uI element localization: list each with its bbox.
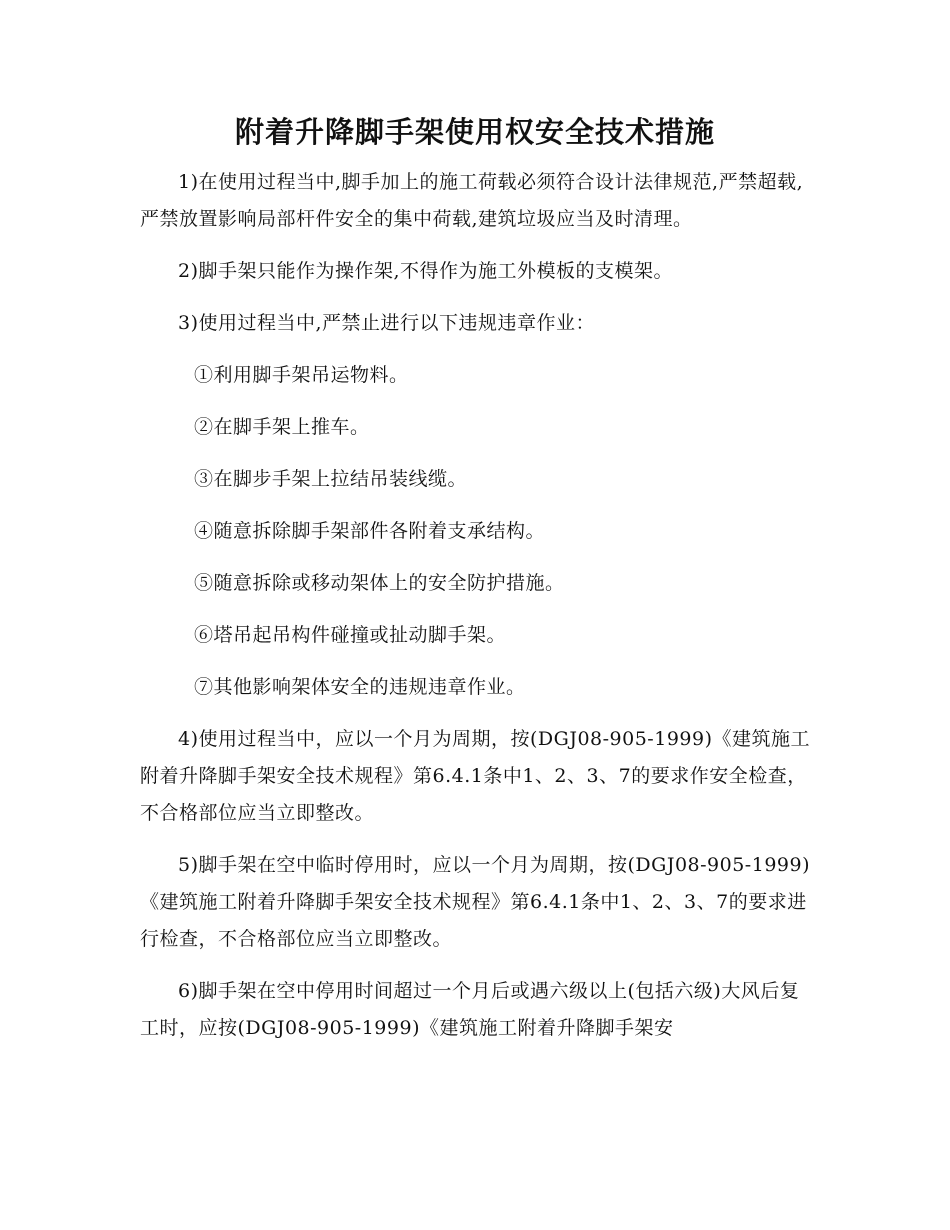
list-item: ⑤随意拆除或移动架体上的安全防护措施。 [194,572,565,594]
list-item: ⑥塔吊起吊构件碰撞或扯动脚手架。 [194,624,507,646]
list-item: ⑦其他影响架体安全的违规违章作业。 [194,676,526,698]
paragraph-3: 3)使用过程当中,严禁止进行以下违规违章作业： [178,312,596,334]
list-item: ②在脚手架上推车。 [194,416,370,438]
paragraph-6: 6)脚手架在空中停用时间超过一个月后或遇六级以上(包括六级)大风后复工时，应按(DGJ08-905-1999)《建筑施工附着升降脚手架安 [140,980,800,1039]
paragraph-4: 4)使用过程当中，应以一个月为周期，按(DGJ08-905-1999)《建筑施工附着升降脚手架安全技术规程》第6.4.1条中1、2、3、7的要求作安全检查，不合格部位应当立即整改。 [140,728,810,824]
list-item: ④随意拆除脚手架部件各附着支承结构。 [194,520,546,542]
list-item: ①利用脚手架吊运物料。 [194,364,409,386]
document-title: 附着升降脚手架使用权安全技术措施 [234,115,715,149]
document-body [140,164,810,1062]
paragraph-1: 1)在使用过程当中,脚手加上的施工荷载必须符合设计法律规范,严禁超载,严禁放置影响局部杆件安全的集中荷载,建筑垃圾应当及时清理。 [140,171,804,230]
paragraph-5: 5)脚手架在空中临时停用时，应以一个月为周期，按(DGJ08-905-1999)《建筑施工附着升降脚手架安全技术规程》第6.4.1条中1、2、3、7的要求进行检查，不合格部位应当立即整改。 [140,854,810,950]
list-item: ③在脚步手架上拉结吊装线缆。 [194,468,468,490]
paragraph-2: 2)脚手架只能作为操作架,不得作为施工外模板的支模架。 [178,260,674,282]
